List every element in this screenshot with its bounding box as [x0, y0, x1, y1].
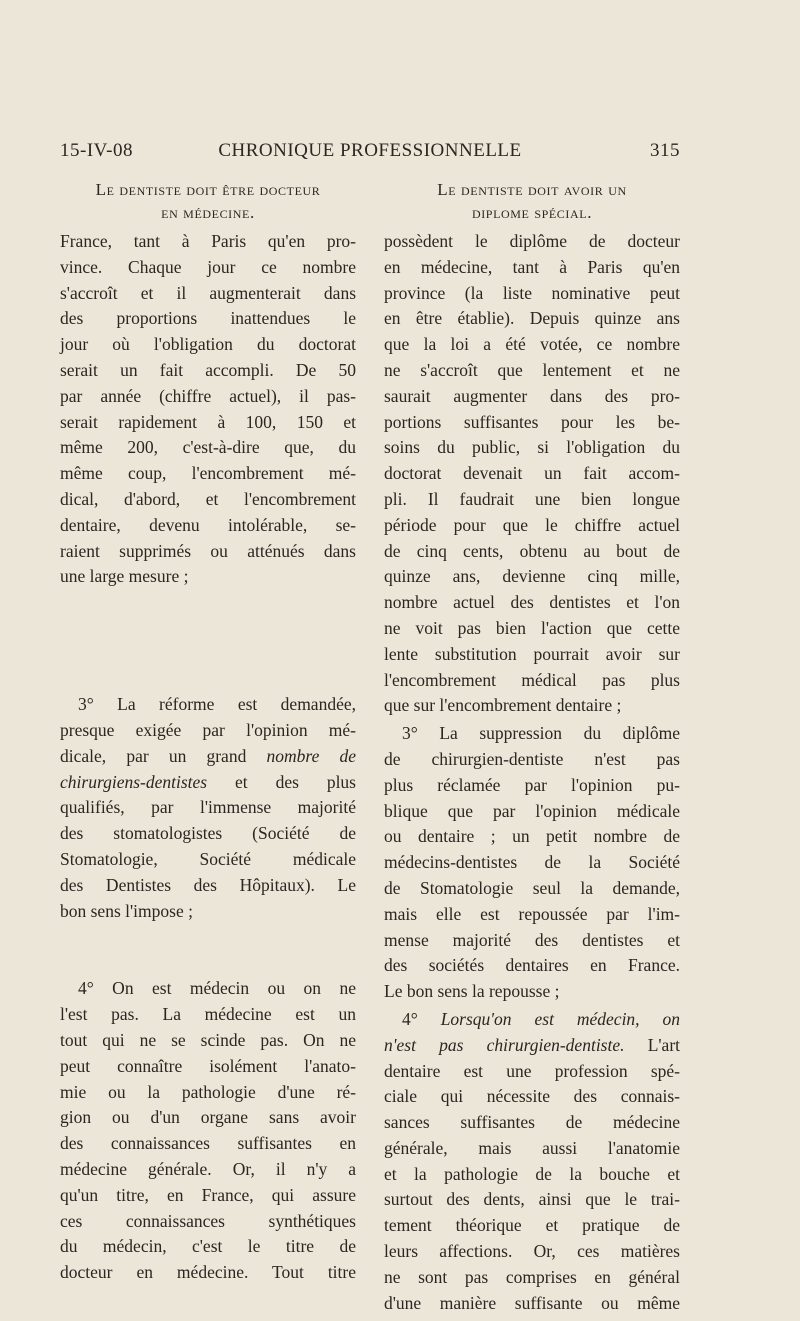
text-line: qualifiés, par l'immense majorité: [60, 797, 356, 818]
column-gap: [60, 590, 356, 692]
text-line: une large mesure ;: [60, 566, 189, 587]
text-line: médecins-dentistes de la Société: [384, 852, 680, 873]
text-line: dentaire est une profession spé-: [384, 1060, 680, 1081]
text-line: saurait augmenter dans des pro-: [384, 385, 680, 406]
left-heading-line2: en médecine.: [161, 203, 255, 222]
text-line: en médecine, tant à Paris qu'en: [384, 256, 680, 277]
text-line: d'une manière suffisante ou même: [384, 1292, 680, 1313]
text-line: dentaire, devenu intolérable, se-: [60, 514, 356, 535]
text-line: des Dentistes des Hôpitaux). Le: [60, 874, 356, 895]
text-line: peut connaître isolément l'anato-: [60, 1055, 356, 1076]
text-line: blique que par l'opinion médicale: [384, 800, 680, 821]
text-line: serait rapidement à 100, 150 et: [60, 411, 356, 432]
text-line: de cinq cents, obtenu au bout de: [384, 540, 680, 561]
text-line: 3° La suppression du diplôme: [402, 723, 680, 744]
text-line: l'est pas. La médecine est un: [60, 1004, 356, 1025]
text-line: nombre actuel des dentistes et l'on: [384, 592, 680, 613]
page-number: 315: [650, 140, 680, 161]
right-column: [384, 178, 680, 1316]
text-line: 3° La réforme est demandée,: [78, 694, 356, 715]
text-line: portions suffisantes pour les be-: [384, 411, 680, 432]
right-heading-line1: Le dentiste doit avoir un: [437, 180, 627, 199]
column-gap: [60, 924, 356, 976]
text-line: médecine générale. Or, il n'y a: [60, 1158, 356, 1179]
text-line: générale, mais aussi l'anatomie: [384, 1137, 680, 1158]
left-column: [60, 178, 356, 1286]
text-line: même coup, l'encombrement mé-: [60, 463, 356, 484]
text-line: des stomatologistes (Société de: [60, 823, 356, 844]
text-line: qu'un titre, en France, qui assure: [60, 1184, 356, 1205]
text-line: Stomatologie, Société médicale: [60, 848, 356, 869]
text-line: doctorat devenait un fait accom-: [384, 463, 680, 484]
text-line: plus réclamée par l'opinion pu-: [384, 774, 680, 795]
header-date: 15-IV-08: [60, 140, 133, 161]
text-line: presque exigée par l'opinion mé-: [60, 719, 356, 740]
right-paragraph-2: [384, 721, 680, 1005]
text-line: de Stomatologie seul la demande,: [384, 877, 680, 898]
running-header: [60, 140, 680, 170]
right-paragraph-3: [384, 1007, 680, 1317]
left-paragraph-3: [60, 976, 356, 1286]
text-line: pli. Il faudrait une bien longue: [384, 488, 680, 509]
text-line: ces connaissances synthétiques: [60, 1210, 356, 1231]
text-line: tout qui ne se scinde pas. On ne: [60, 1029, 356, 1050]
text-line: que sur l'encombrement dentaire ;: [384, 695, 622, 716]
text-line: soins du public, si l'obligation du: [384, 437, 680, 458]
text-line: lente substitution pourrait avoir sur: [384, 643, 680, 664]
text-line: jour où l'obligation du doctorat: [60, 334, 356, 355]
text-line: mie ou la pathologie d'une ré-: [60, 1081, 356, 1102]
text-line: du médecin, c'est le titre de: [60, 1236, 356, 1257]
text-line: ne sont pas comprises en général: [384, 1266, 680, 1287]
text-line: ciale qui nécessite des connais-: [384, 1086, 680, 1107]
header-title: CHRONIQUE PROFESSIONNELLE: [218, 140, 522, 161]
text-line: des connaissances suffisantes en: [60, 1133, 356, 1154]
text-line: bon sens l'impose ;: [60, 900, 193, 921]
text-line: ou dentaire ; un petit nombre de: [384, 826, 680, 847]
text-line: en être établie). Depuis quinze ans: [384, 308, 680, 329]
text-line: même 200, c'est-à-dire que, du: [60, 437, 356, 458]
left-paragraph-1: [60, 229, 356, 590]
text-line: ne voit pas bien l'action que cette: [384, 617, 680, 638]
text-line: n'est pas chirurgien-dentiste. L'art: [384, 1034, 681, 1055]
text-line: et la pathologie de la bouche et: [384, 1163, 680, 1184]
text-line: dical, d'abord, et l'encombrement: [60, 488, 356, 509]
left-column-heading: [60, 178, 356, 224]
text-line: raient supprimés ou atténués dans: [60, 540, 356, 561]
text-line: l'encombrement médical pas plus: [384, 669, 680, 690]
text-line: docteur en médecine. Tout titre: [60, 1262, 356, 1283]
text-line: 4° Lorsqu'on est médecin, on: [402, 1008, 681, 1029]
text-line: dicale, par un grand nombre de: [60, 745, 357, 766]
text-line: des sociétés dentaires en France.: [384, 955, 680, 976]
text-line: chirurgiens-dentistes et des plus: [60, 771, 356, 792]
text-line: de chirurgien-dentiste n'est pas: [384, 748, 680, 769]
left-heading-line1: Le dentiste doit être docteur: [95, 180, 321, 199]
text-line: sances suffisantes de médecine: [384, 1112, 680, 1133]
text-line: quinze ans, devienne cinq mille,: [384, 566, 680, 587]
text-line: que la loi a été votée, ce nombre: [384, 334, 680, 355]
text-line: ne s'accroît que lentement et ne: [384, 359, 680, 380]
text-line: s'accroît et il augmenterait dans: [60, 282, 356, 303]
right-heading-line2: diplome spécial.: [471, 203, 593, 222]
text-line: mais elle est repoussée par l'im-: [384, 903, 680, 924]
text-line: France, tant à Paris qu'en pro-: [60, 231, 356, 251]
text-line: mense majorité des dentistes et: [384, 929, 680, 950]
text-line: possèdent le diplôme de docteur: [384, 231, 680, 251]
text-line: vince. Chaque jour ce nombre: [60, 256, 356, 277]
text-line: 4° On est médecin ou on ne: [78, 978, 356, 999]
text-line: province (la liste nominative peut: [384, 282, 680, 303]
left-paragraph-2: [60, 692, 356, 924]
text-line: serait un fait accompli. De 50: [60, 359, 356, 380]
right-column-heading: [384, 178, 680, 224]
text-line: des proportions inattendues le: [60, 308, 356, 329]
text-line: tement théorique et pratique de: [384, 1215, 680, 1236]
right-paragraph-1: [384, 229, 680, 719]
text-line: Le bon sens la repousse ;: [384, 981, 560, 1002]
text-line: surtout des dents, ainsi que le trai-: [384, 1189, 680, 1210]
text-line: par année (chiffre actuel), il pas-: [60, 385, 356, 406]
text-line: leurs affections. Or, ces matières: [384, 1241, 680, 1262]
text-line: gion ou d'un organe sans avoir: [60, 1107, 356, 1128]
text-line: période pour que le chiffre actuel: [384, 514, 680, 535]
